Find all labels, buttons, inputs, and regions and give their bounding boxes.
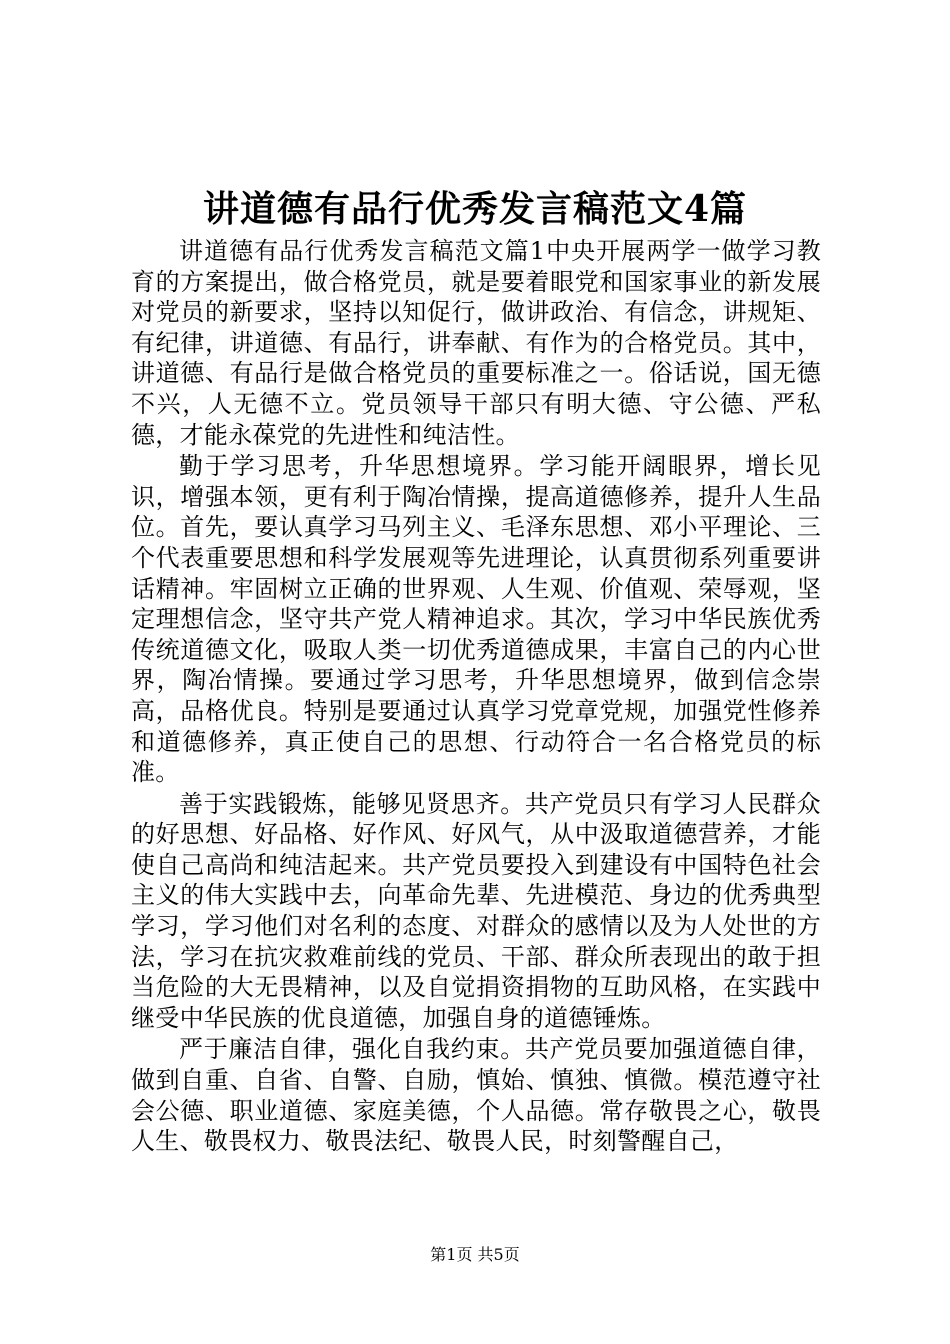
paragraph-4: 严于廉洁自律，强化自我约束。共产党员要加强道德自律，做到自重、自省、自警、自励，慎始、慎独、慎微。模范遵守社会公德、职业道德、家庭美德，个人品德。常存敬畏之心，敬畏人生、敬畏权力、敬畏法纪、敬畏人民，时刻警醒自己， [131, 1035, 821, 1156]
paragraph-2: 勤于学习思考，升华思想境界。学习能开阔眼界，增长见识，增强本领，更有利于陶冶情操，提高道德修养，提升人生品位。首先，要认真学习马列主义、毛泽东思想、邓小平理论、三个代表重要思想和科学发展观等先进理论，认真贯彻系列重要讲话精神。牢固树立正确的世界观、人生观、价值观、荣辱观，坚定理想信念，坚守共产党人精神追求。其次，学习中华民族优秀传统道德文化，吸取人类一切优秀道德成果，丰富自己的内心世界，陶冶情操。要通过学习思考，升华思想境界，做到信念崇高，品格优良。特别是要通过认真学习党章党规，加强党性修养和道德修养，真正使自己的思想、行动符合一名合格党员的标准。 [131, 452, 821, 787]
paragraph-1: 讲道德有品行优秀发言稿范文篇1中央开展两学一做学习教育的方案提出，做合格党员，就是要着眼党和国家事业的新发展对党员的新要求，坚持以知促行，做讲政治、有信念，讲规矩、有纪律，讲道德、有品行，讲奉献、有作为的合格党员。其中，讲道德、有品行是做合格党员的重要标准之一。俗话说，国无德不兴，人无德不立。党员领导干部只有明大德、守公德、严私德，才能永葆党的先进性和纯洁性。 [131, 237, 821, 449]
page-number-footer: 第1页 共5页 [430, 1245, 520, 1264]
document-body [131, 236, 821, 1157]
document-title: 讲道德有品行优秀发言稿范文4篇 [202, 188, 748, 230]
paragraph-3: 善于实践锻炼，能够见贤思齐。共产党员只有学习人民群众的好思想、好品格、好作风、好风气，从中汲取道德营养，才能使自己高尚和纯洁起来。共产党员要投入到建设有中国特色社会主义的伟大实践中去，向革命先辈、先进模范、身边的优秀典型学习，学习他们对名利的态度、对群众的感情以及为人处世的方法，学习在抗灾救难前线的党员、干部、群众所表现出的敢于担当危险的大无畏精神，以及自觉捐资捐物的互助风格，在实践中继受中华民族的优良道德，加强自身的道德锤炼。 [131, 789, 821, 1032]
